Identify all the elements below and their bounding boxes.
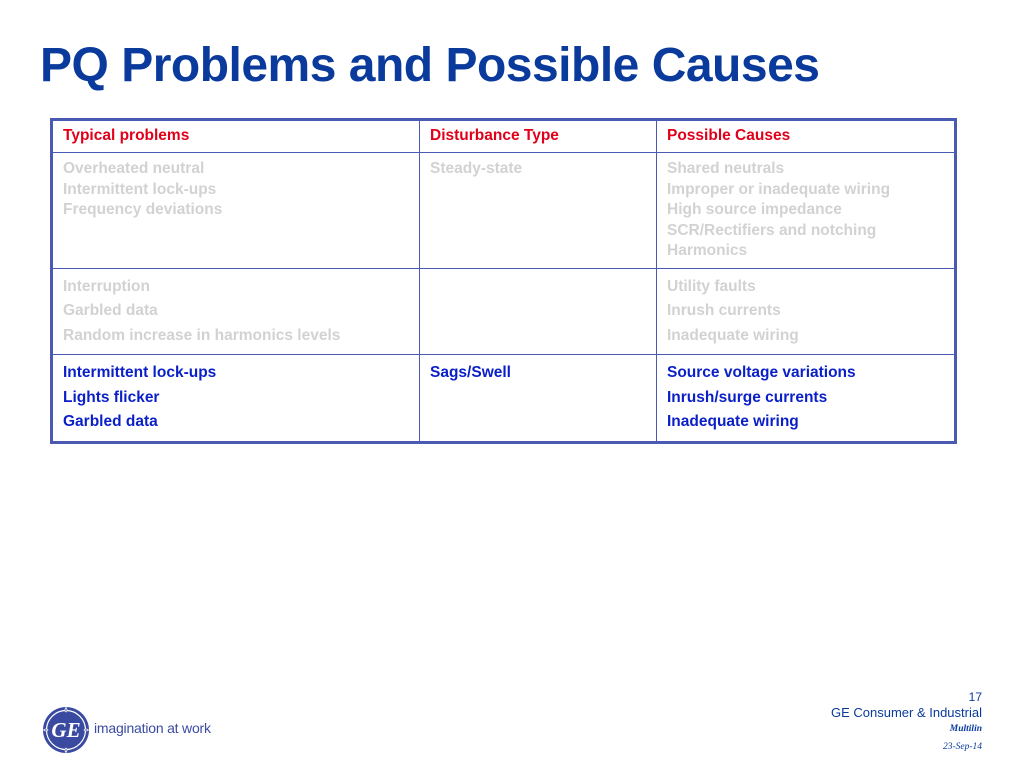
problems-cell: [52, 153, 420, 269]
company-name: GE Consumer & Industrial: [830, 705, 982, 720]
problems-cell: [52, 355, 420, 443]
slide-title: PQ Problems and Possible Causes: [40, 39, 820, 92]
causes-cell: [657, 153, 956, 269]
table-row: [52, 153, 956, 269]
problem-item: Intermittent lock-ups: [63, 364, 217, 381]
disturbance-cell: Steady-state: [420, 153, 657, 269]
cause-item: Harmonics: [667, 242, 748, 259]
problem-item: Garbled data: [63, 302, 158, 319]
table-header-row: [52, 120, 956, 153]
problem-item: Garbled data: [63, 413, 158, 430]
problem-item: Frequency deviations: [63, 201, 223, 218]
cause-item: Improper or inadequate wiring: [667, 180, 891, 198]
slide-date: 23-Sep-14: [942, 742, 982, 752]
problem-item: Random increase in harmonics levels: [63, 326, 341, 344]
cause-item: Source voltage variations: [667, 364, 856, 381]
cause-item: Inadequate wiring: [667, 326, 799, 344]
ge-monogram-icon: [42, 706, 90, 754]
division-name: Multilin: [949, 724, 982, 734]
cause-item: SCR/Rectifiers and notching: [667, 221, 877, 239]
pq-table: [50, 118, 957, 444]
cause-item: High source impedance: [667, 201, 842, 218]
footer-info: [831, 690, 982, 752]
table-row: [52, 355, 956, 443]
table-row: [52, 268, 956, 355]
cause-item: Utility faults: [667, 277, 756, 295]
causes-cell: [657, 355, 956, 443]
cause-item: Inrush/surge currents: [667, 388, 828, 406]
page-number: 17: [968, 690, 982, 704]
problem-item: Intermittent lock-ups: [63, 180, 217, 198]
problem-item: Lights flicker: [63, 388, 160, 406]
cause-item: Inadequate wiring: [667, 413, 799, 430]
problem-item: Overheated neutral: [63, 160, 205, 177]
causes-cell: [657, 268, 956, 355]
header-disturbance-type: Disturbance Type: [420, 120, 657, 153]
header-possible-causes: Possible Causes: [657, 120, 956, 153]
tagline: imagination at work: [94, 720, 211, 736]
disturbance-cell: [420, 268, 657, 355]
problems-cell: [52, 268, 420, 355]
disturbance-cell: Sags/Swell: [420, 355, 657, 443]
header-typical-problems: Typical problems: [52, 120, 420, 153]
ge-logo-text: GE: [51, 718, 81, 742]
cause-item: Shared neutrals: [667, 160, 785, 177]
cause-item: Inrush currents: [667, 302, 781, 319]
problem-item: Interruption: [63, 277, 150, 295]
